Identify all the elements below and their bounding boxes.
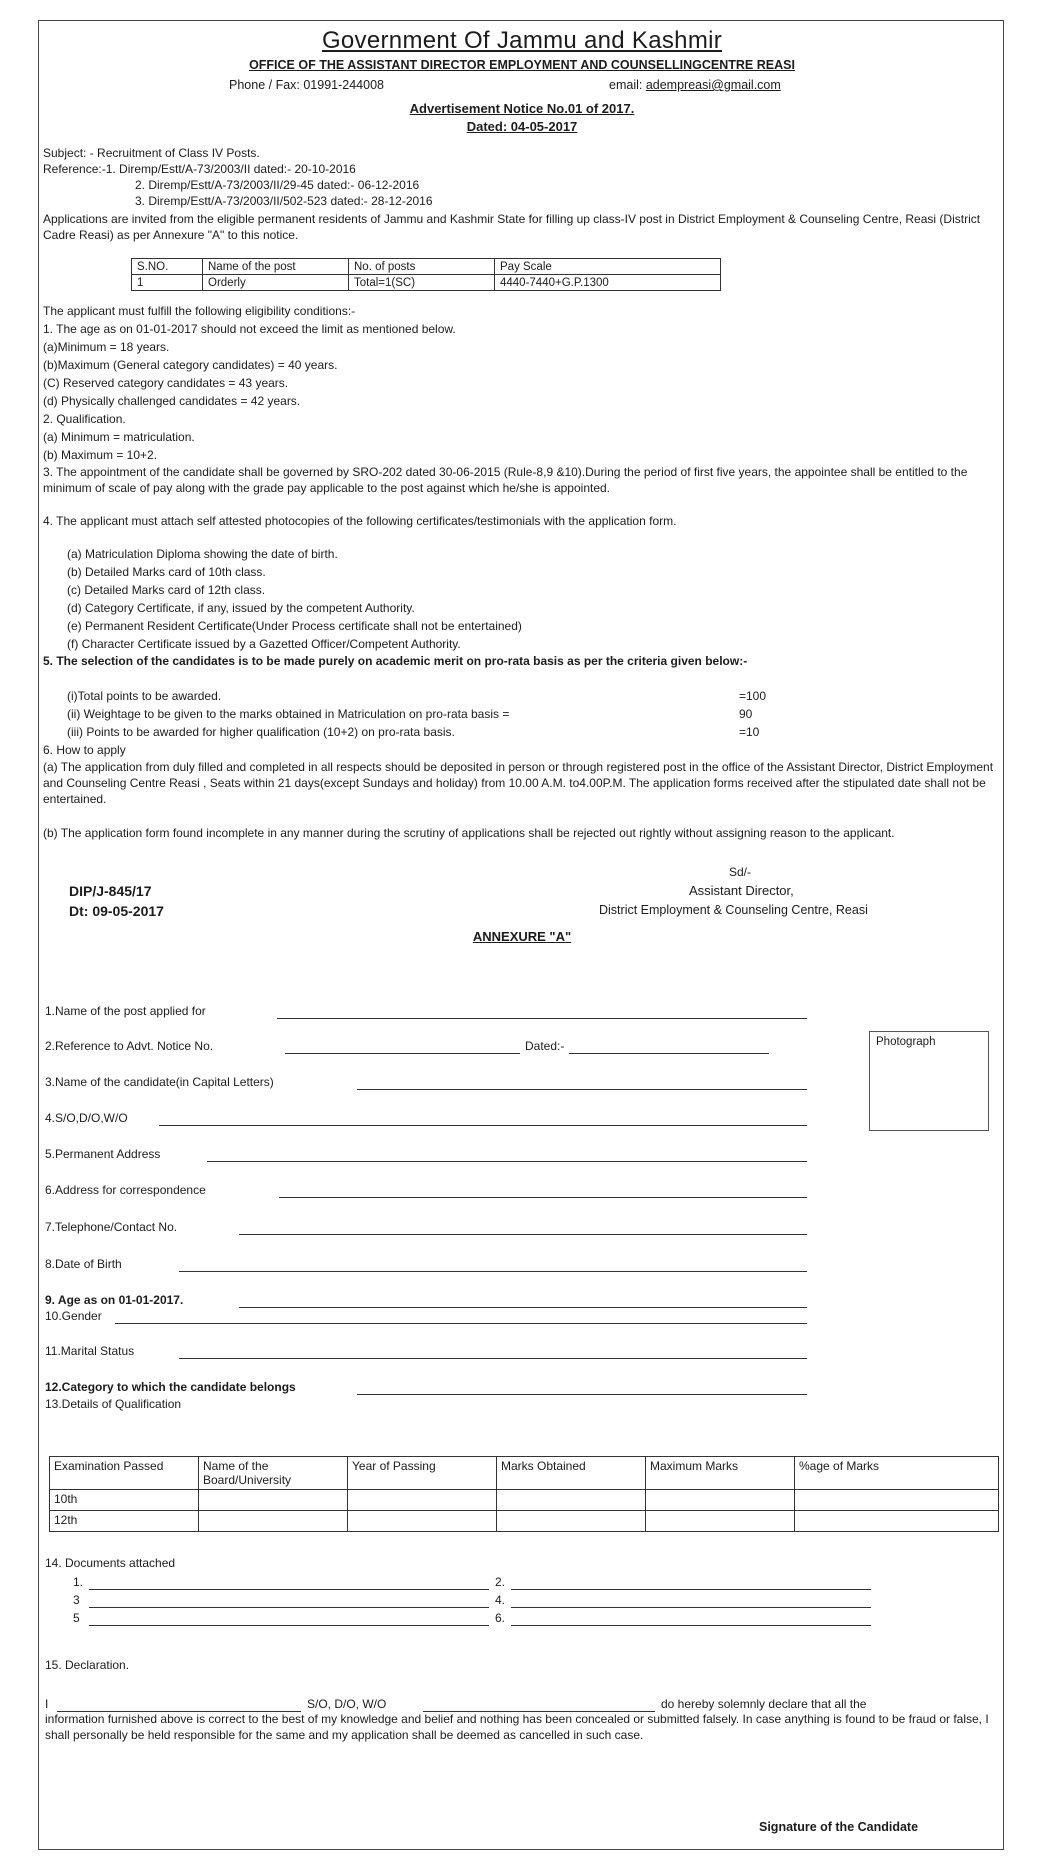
- age-item: (b)Maximum (General category candidates) = 40 years.: [43, 358, 338, 372]
- qualification-table: [49, 1456, 999, 1532]
- point-4-documents: 4. The applicant must attach self attested photocopies of the following certificates/testimonials with the application form.: [43, 514, 677, 528]
- field-label-name: 3.Name of the candidate(in Capital Letters): [45, 1075, 274, 1089]
- certificate-item: (b) Detailed Marks card of 10th class.: [67, 565, 266, 579]
- table-header-cell: S.NO.: [132, 259, 203, 275]
- point-6-how-to-apply: 6. How to apply: [43, 743, 126, 757]
- field-line-dated[interactable]: [569, 1053, 769, 1054]
- declaration-body: information furnished above is correct to the best of my knowledge and belief and nothing has been concealed or submitted falsely. In case anything is found to be fraud or false, I shall personally be held responsible for the same and my application shall be deemed as cancelled in such case.: [45, 1712, 989, 1742]
- point-3-appointment: 3. The appointment of the candidate shall be governed by SRO-202 dated 30-06-2015 (Rule-8,9 &10).During the period of first five years, the appointee shall be entitled to the minimum of scale of pay along with the grade pay applicable to the post against which he/she is appointed.: [43, 465, 968, 495]
- table-row: [50, 1490, 999, 1511]
- doc-line-2[interactable]: [511, 1589, 871, 1590]
- documents-heading: 14. Documents attached: [45, 1556, 176, 1570]
- doc-line-4[interactable]: [511, 1607, 871, 1608]
- qualification-heading: 2. Qualification.: [43, 412, 126, 426]
- table-cell[interactable]: [199, 1490, 348, 1511]
- field-line-permanent-address[interactable]: [207, 1161, 807, 1162]
- table-cell: 12th: [50, 1511, 199, 1532]
- doc-number: 3: [73, 1593, 80, 1607]
- apply-a: (a) The application from duly filled and completed in all respects should be deposited in person or through registered post in the office of the Assistant Director, District Employment and Counseling Centre Reasi , Seats within 21 days(except Sundays and holiday) from 10.00 A.M. to4.00P.M. The application forms received after the stipulated date shall not be entertained.: [43, 760, 994, 806]
- posts-table: [131, 258, 721, 291]
- field-label-parent: 4.S/O,D/O,W/O: [45, 1111, 128, 1125]
- reference-1: Reference:-1. Diremp/Estt/A-73/2003/II dated:- 20-10-2016: [43, 162, 356, 176]
- field-label-post: 1.Name of the post applied for: [45, 1004, 206, 1018]
- field-label-age: 9. Age as on 01-01-2017.: [45, 1293, 184, 1307]
- doc-line-6[interactable]: [511, 1625, 871, 1626]
- field-label-gender: 10.Gender: [45, 1309, 102, 1323]
- doc-line-1[interactable]: [89, 1589, 489, 1590]
- qualification-item: (b) Maximum = 10+2.: [43, 448, 158, 462]
- doc-number: 2.: [495, 1575, 506, 1589]
- table-cell: 4440-7440+G.P.1300: [495, 275, 721, 291]
- certificate-item: (a) Matriculation Diploma showing the date of birth.: [67, 547, 338, 561]
- field-label-qualification: 13.Details of Qualification: [45, 1397, 182, 1411]
- doc-number: 1.: [73, 1575, 84, 1589]
- field-label-reference: 2.Reference to Advt. Notice No.: [45, 1039, 214, 1053]
- table-header-cell: No. of posts: [349, 259, 495, 275]
- table-header-cell: %age of Marks: [795, 1457, 999, 1490]
- table-cell[interactable]: [795, 1490, 999, 1511]
- qualification-table-header: [50, 1457, 999, 1490]
- point-5-selection: 5. The selection of the candidates is to be made purely on academic merit on pro-rata basis as per the criteria given below:-: [43, 654, 748, 668]
- table-header-cell: Examination Passed: [50, 1457, 199, 1490]
- table-cell[interactable]: [646, 1511, 795, 1532]
- notice-date: Dated: 04-05-2017: [466, 119, 578, 134]
- table-header-cell: Name of the post: [203, 259, 349, 275]
- field-line-marital-status[interactable]: [179, 1358, 807, 1359]
- field-label-category: 12.Category to which the candidate belongs: [45, 1380, 296, 1394]
- field-label-telephone: 7.Telephone/Contact No.: [45, 1220, 178, 1234]
- eligibility-intro: The applicant must fulfill the following eligibility conditions:-: [43, 304, 356, 318]
- age-item: (d) Physically challenged candidates = 42 years.: [43, 394, 301, 408]
- photograph-box: [869, 1031, 989, 1131]
- table-cell[interactable]: [199, 1511, 348, 1532]
- age-heading: 1. The age as on 01-01-2017 should not exceed the limit as mentioned below.: [43, 322, 456, 336]
- reference-3: 3. Diremp/Estt/A-73/2003/II/502-523 dated:- 28-12-2016: [135, 194, 433, 208]
- apply-b: (b) The application form found incomplete in any manner during the scrutiny of applications shall be rejected out rightly without assigning reason to the applicant.: [43, 826, 895, 840]
- doc-number: 4.: [495, 1593, 506, 1607]
- table-cell: Total=1(SC): [349, 275, 495, 291]
- office-title: OFFICE OF THE ASSISTANT DIRECTOR EMPLOYMENT AND COUNSELLINGCENTRE REASI: [249, 58, 795, 72]
- photograph-label: Photograph: [876, 1036, 936, 1048]
- field-label-correspondence: 6.Address for correspondence: [45, 1183, 206, 1197]
- declaration-declare: do hereby solemnly declare that all the: [661, 1697, 867, 1711]
- declaration-i: I: [45, 1697, 49, 1711]
- field-line-dob[interactable]: [179, 1271, 807, 1272]
- doc-line-3[interactable]: [89, 1607, 489, 1608]
- table-cell[interactable]: [795, 1511, 999, 1532]
- field-line-gender[interactable]: [115, 1323, 807, 1324]
- table-cell: Orderly: [203, 275, 349, 291]
- field-label-marital-status: 11.Marital Status: [45, 1344, 135, 1358]
- dated-label: Dated:-: [525, 1039, 565, 1053]
- declaration-heading: 15. Declaration.: [45, 1658, 130, 1672]
- table-header-cell: Maximum Marks: [646, 1457, 795, 1490]
- table-cell[interactable]: [348, 1490, 497, 1511]
- age-item: (a)Minimum = 18 years.: [43, 340, 170, 354]
- criteria-value: =10: [739, 725, 760, 739]
- criteria-value: =100: [739, 689, 767, 703]
- signatory-office: District Employment & Counseling Centre, Reasi: [599, 903, 868, 917]
- table-row: [50, 1511, 999, 1532]
- field-line-name[interactable]: [357, 1089, 807, 1090]
- table-header-cell: Name of the Board/University: [199, 1457, 348, 1490]
- table-header-cell: Marks Obtained: [497, 1457, 646, 1490]
- doc-line-5[interactable]: [89, 1625, 489, 1626]
- criteria-label: (iii) Points to be awarded for higher qualification (10+2) on pro-rata basis.: [67, 725, 455, 739]
- table-cell[interactable]: [497, 1511, 646, 1532]
- annexure-title: ANNEXURE "A": [472, 929, 572, 944]
- intro-paragraph: Applications are invited from the eligible permanent residents of Jammu and Kashmir State for filling up class-IV post in District Employment & Counseling Centre, Reasi (District Cadre Reasi) as per Annexure "A" to this notice.: [43, 212, 981, 242]
- table-cell[interactable]: [646, 1490, 795, 1511]
- field-line-reference[interactable]: [285, 1053, 520, 1054]
- criteria-label: (ii) Weightage to be given to the marks obtained in Matriculation on pro-rata basis =: [67, 707, 510, 721]
- email-line: [609, 78, 781, 92]
- subject-line: Subject: - Recruitment of Class IV Posts.: [43, 146, 260, 160]
- age-item: (C) Reserved category candidates = 43 years.: [43, 376, 289, 390]
- doc-number: 5: [73, 1611, 80, 1625]
- signed-mark: Sd/-: [729, 865, 752, 879]
- email-address: adempreasi@gmail.com: [645, 78, 781, 92]
- table-cell: 10th: [50, 1490, 199, 1511]
- table-cell: 1: [132, 275, 203, 291]
- field-line-age[interactable]: [239, 1307, 807, 1308]
- criteria-label: (i)Total points to be awarded.: [67, 689, 222, 703]
- advertisement-notice-number: Advertisement Notice No.01 of 2017.: [409, 101, 635, 116]
- field-line-correspondence[interactable]: [279, 1197, 807, 1198]
- field-label-dob: 8.Date of Birth: [45, 1257, 122, 1271]
- field-line-telephone[interactable]: [239, 1234, 807, 1235]
- posts-table-header: [132, 259, 721, 275]
- table-cell[interactable]: [497, 1490, 646, 1511]
- doc-number: 6.: [495, 1611, 506, 1625]
- table-row: [132, 275, 721, 291]
- field-line-parent[interactable]: [159, 1125, 807, 1126]
- dip-number: DIP/J-845/17: [69, 883, 152, 899]
- phone-fax: Phone / Fax: 01991-244008: [229, 78, 384, 92]
- certificate-item: (d) Category Certificate, if any, issued by the competent Authority.: [67, 601, 415, 615]
- declaration-relation: S/O, D/O, W/O: [307, 1697, 387, 1711]
- qualification-item: (a) Minimum = matriculation.: [43, 430, 195, 444]
- table-header-cell: Pay Scale: [495, 259, 721, 275]
- reference-2: 2. Diremp/Estt/A-73/2003/II/29-45 dated:- 06-12-2016: [135, 178, 420, 192]
- certificate-item: (c) Detailed Marks card of 12th class.: [67, 583, 266, 597]
- field-line-category[interactable]: [357, 1394, 807, 1395]
- criteria-value: 90: [739, 707, 753, 721]
- table-header-cell: Year of Passing: [348, 1457, 497, 1490]
- certificate-item: (e) Permanent Resident Certificate(Under Process certificate shall not be entertained): [67, 619, 522, 633]
- dip-date: Dt: 09-05-2017: [69, 903, 164, 919]
- field-line-post[interactable]: [277, 1018, 807, 1019]
- table-cell[interactable]: [348, 1511, 497, 1532]
- candidate-signature-label: Signature of the Candidate: [759, 1820, 919, 1834]
- field-label-permanent-address: 5.Permanent Address: [45, 1147, 161, 1161]
- certificate-item: (f) Character Certificate issued by a Gazetted Officer/Competent Authority.: [67, 637, 461, 651]
- notice-page: [38, 20, 1004, 1850]
- signatory-title: Assistant Director,: [689, 883, 794, 898]
- government-title: Government Of Jammu and Kashmir: [321, 27, 723, 54]
- email-label: email:: [609, 78, 643, 92]
